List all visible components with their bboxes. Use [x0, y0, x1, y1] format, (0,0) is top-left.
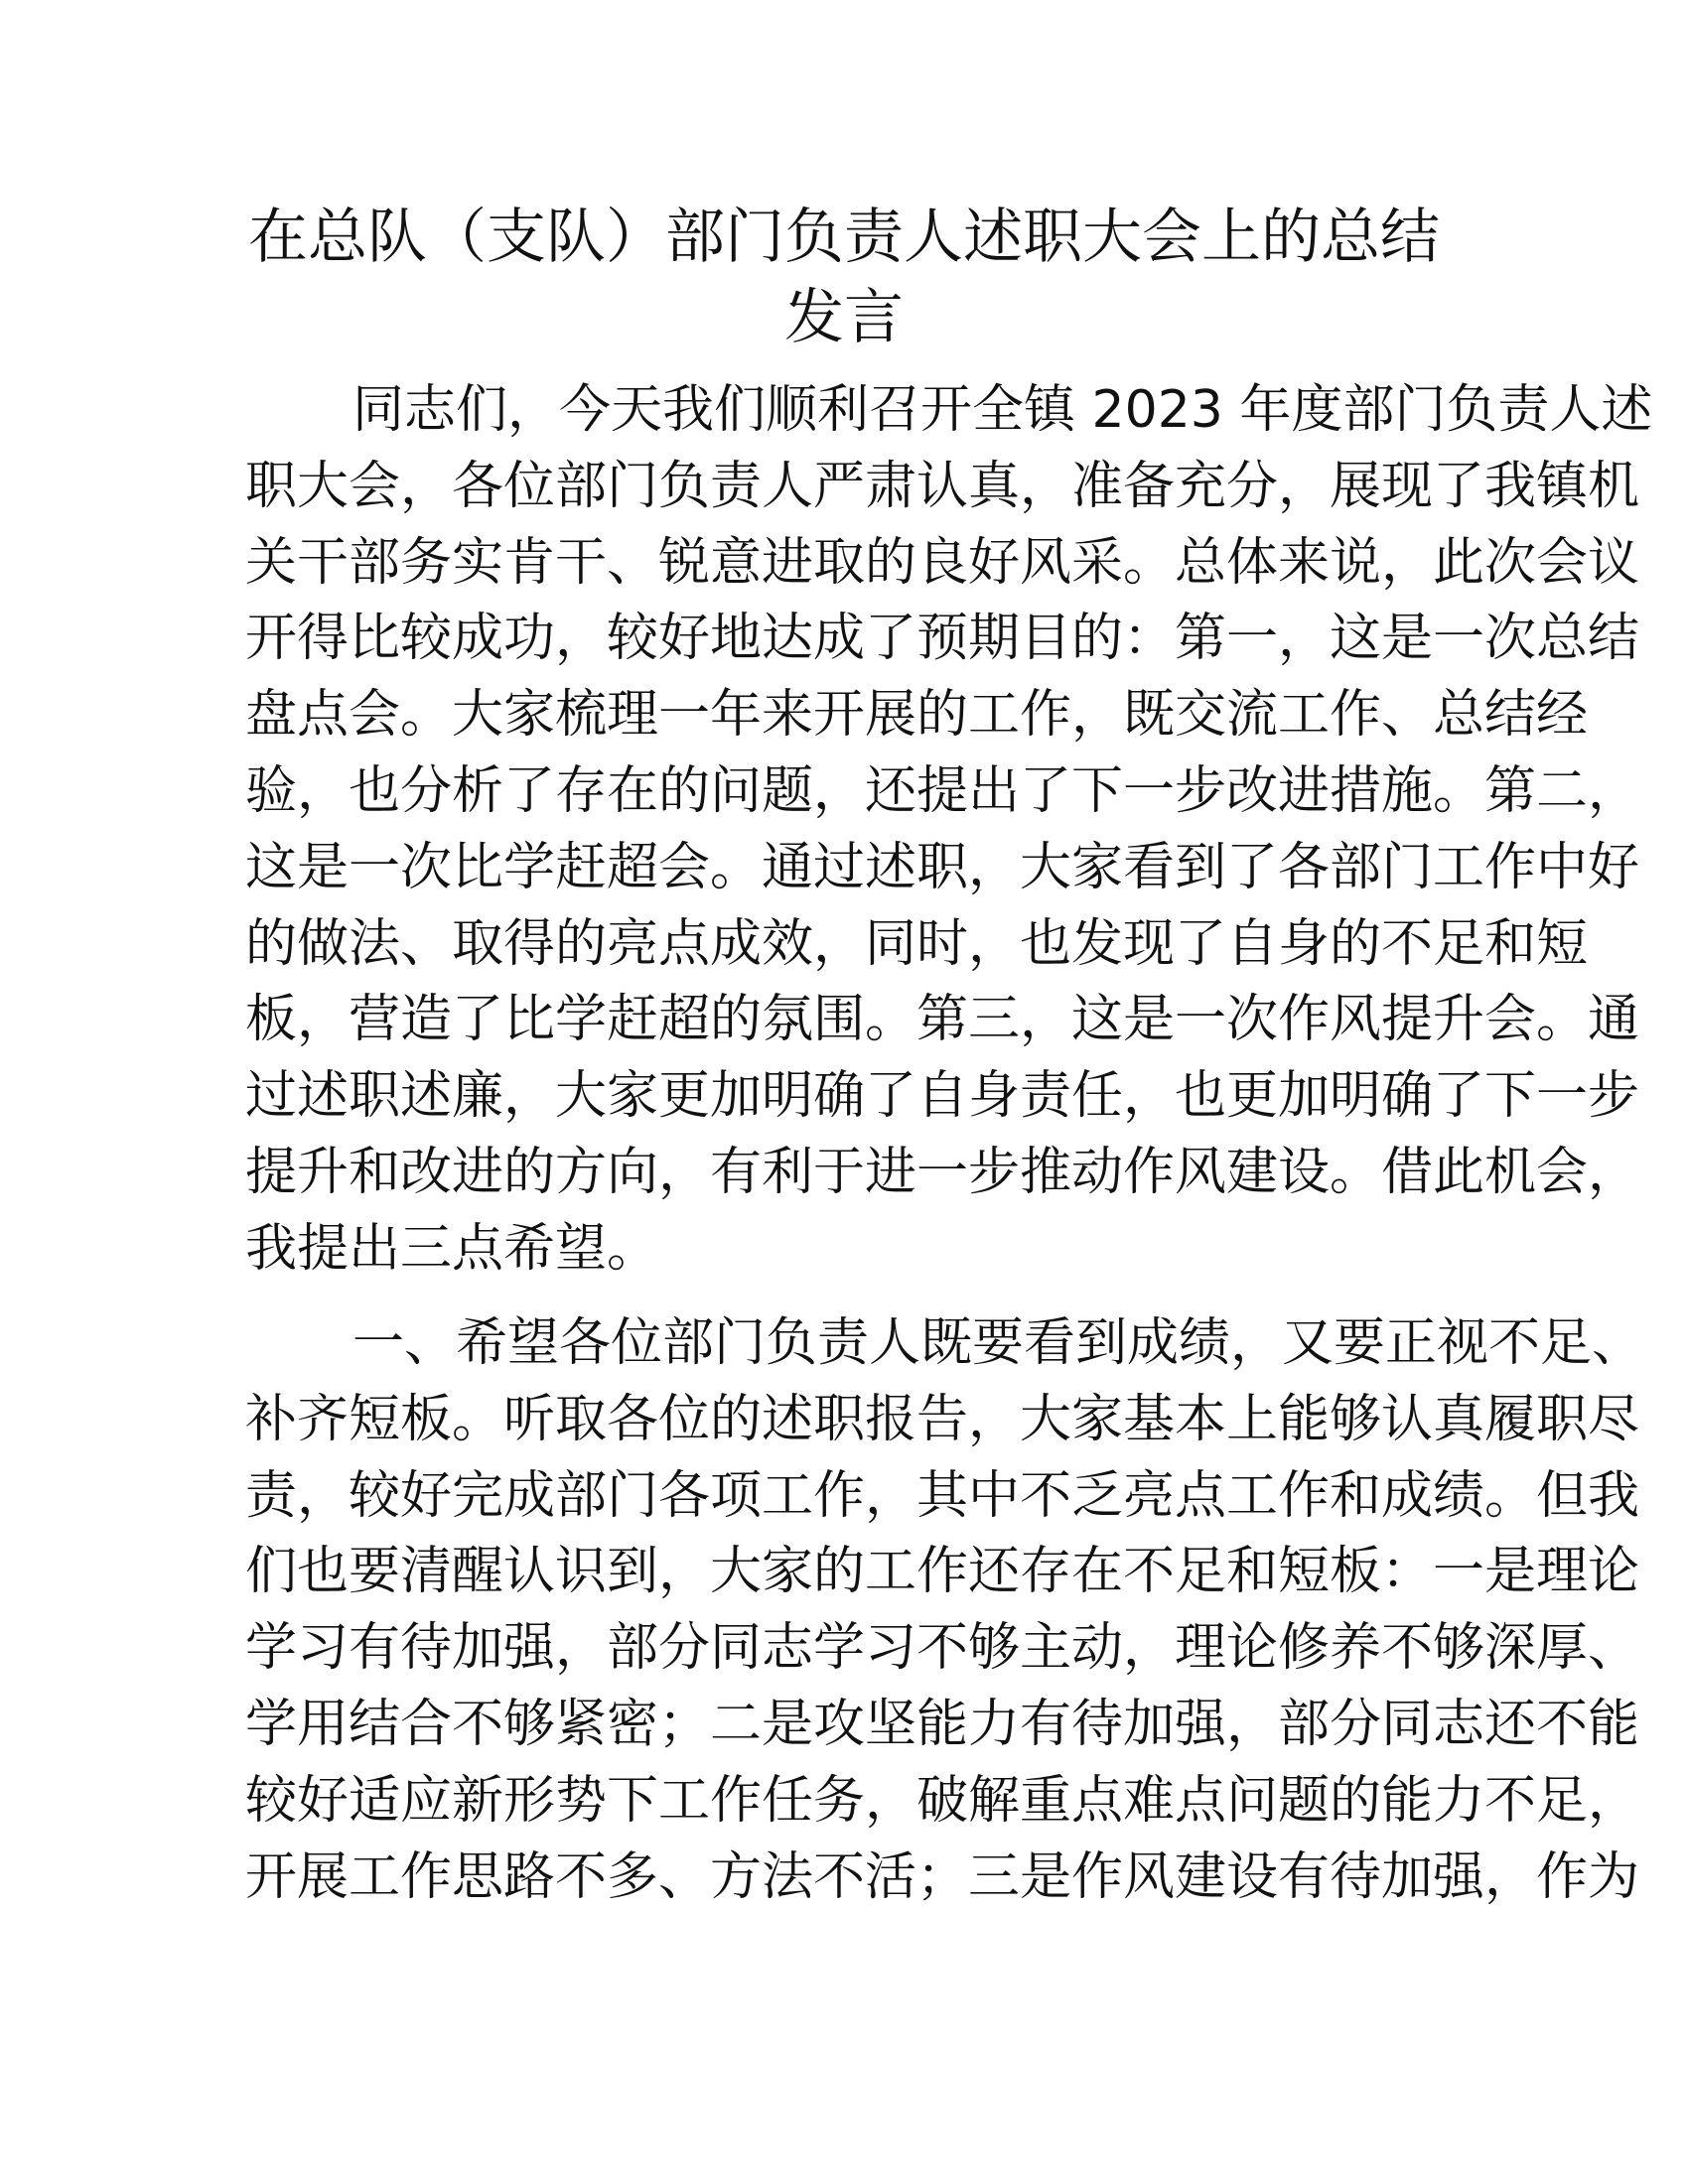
text-line: 关干部务实肯干、锐意进取的良好风采。总体来说，此次会议: [245, 532, 1640, 593]
text-line: 补齐短板。听取各位的述职报告，大家基本上能够认真履职尽: [245, 1389, 1640, 1449]
text-line: 的做法、取得的亮点成效，同时，也发现了自身的不足和短: [245, 913, 1589, 974]
text-line: 同志们，今天我们顺利召开全镇 2023 年度部门负责人述: [352, 380, 1653, 440]
text-line: 开得比较成功，较好地达成了预期目的：第一，这是一次总结: [245, 609, 1640, 669]
document-title-line-1: 在总队（支队）部门负责人述职大会上的总结: [248, 203, 1440, 272]
text-line: 职大会，各位部门负责人严肃认真，准备充分，展现了我镇机: [245, 456, 1640, 516]
text-line: 我提出三点希望。: [245, 1218, 659, 1279]
text-line: 开展工作思路不多、方法不活；三是作风建设有待加强，作为: [245, 1846, 1640, 1907]
text-line: 学习有待加强，部分同志学习不够主动，理论修养不够深厚、: [245, 1618, 1640, 1679]
text-line: 验，也分析了存在的问题，还提出了下一步改进措施。第二，: [245, 760, 1640, 821]
paragraph-opening: [245, 372, 1653, 1288]
text-line: 们也要清醒认识到，大家的工作还存在不足和短板：一是理论: [245, 1542, 1640, 1602]
text-line: 学用结合不够紧密；二是攻坚能力有待加强，部分同志还不能: [245, 1694, 1640, 1754]
text-line: 盘点会。大家梳理一年来开展的工作，既交流工作、总结经: [245, 685, 1589, 746]
text-line: 板，营造了比学赶超的氛围。第三，这是一次作风提升会。通: [245, 990, 1640, 1050]
text-line: 一、希望各位部门负责人既要看到成绩，又要正视不足、: [352, 1313, 1644, 1373]
text-line: 过述职述廉，大家更加明确了自身责任，也更加明确了下一步: [245, 1066, 1640, 1127]
text-line: 较好适应新形势下工作任务，破解重点难点问题的能力不足，: [245, 1770, 1640, 1831]
text-line: 责，较好完成部门各项工作，其中不乏亮点工作和成绩。但我: [245, 1465, 1640, 1526]
document-title-line-2: 发言: [784, 283, 904, 352]
paragraph-point-one: [245, 1305, 1644, 1915]
text-line: 这是一次比学赶超会。通过述职，大家看到了各部门工作中好: [245, 837, 1640, 897]
text-line: 提升和改进的方向，有利于进一步推动作风建设。借此机会，: [245, 1142, 1640, 1202]
